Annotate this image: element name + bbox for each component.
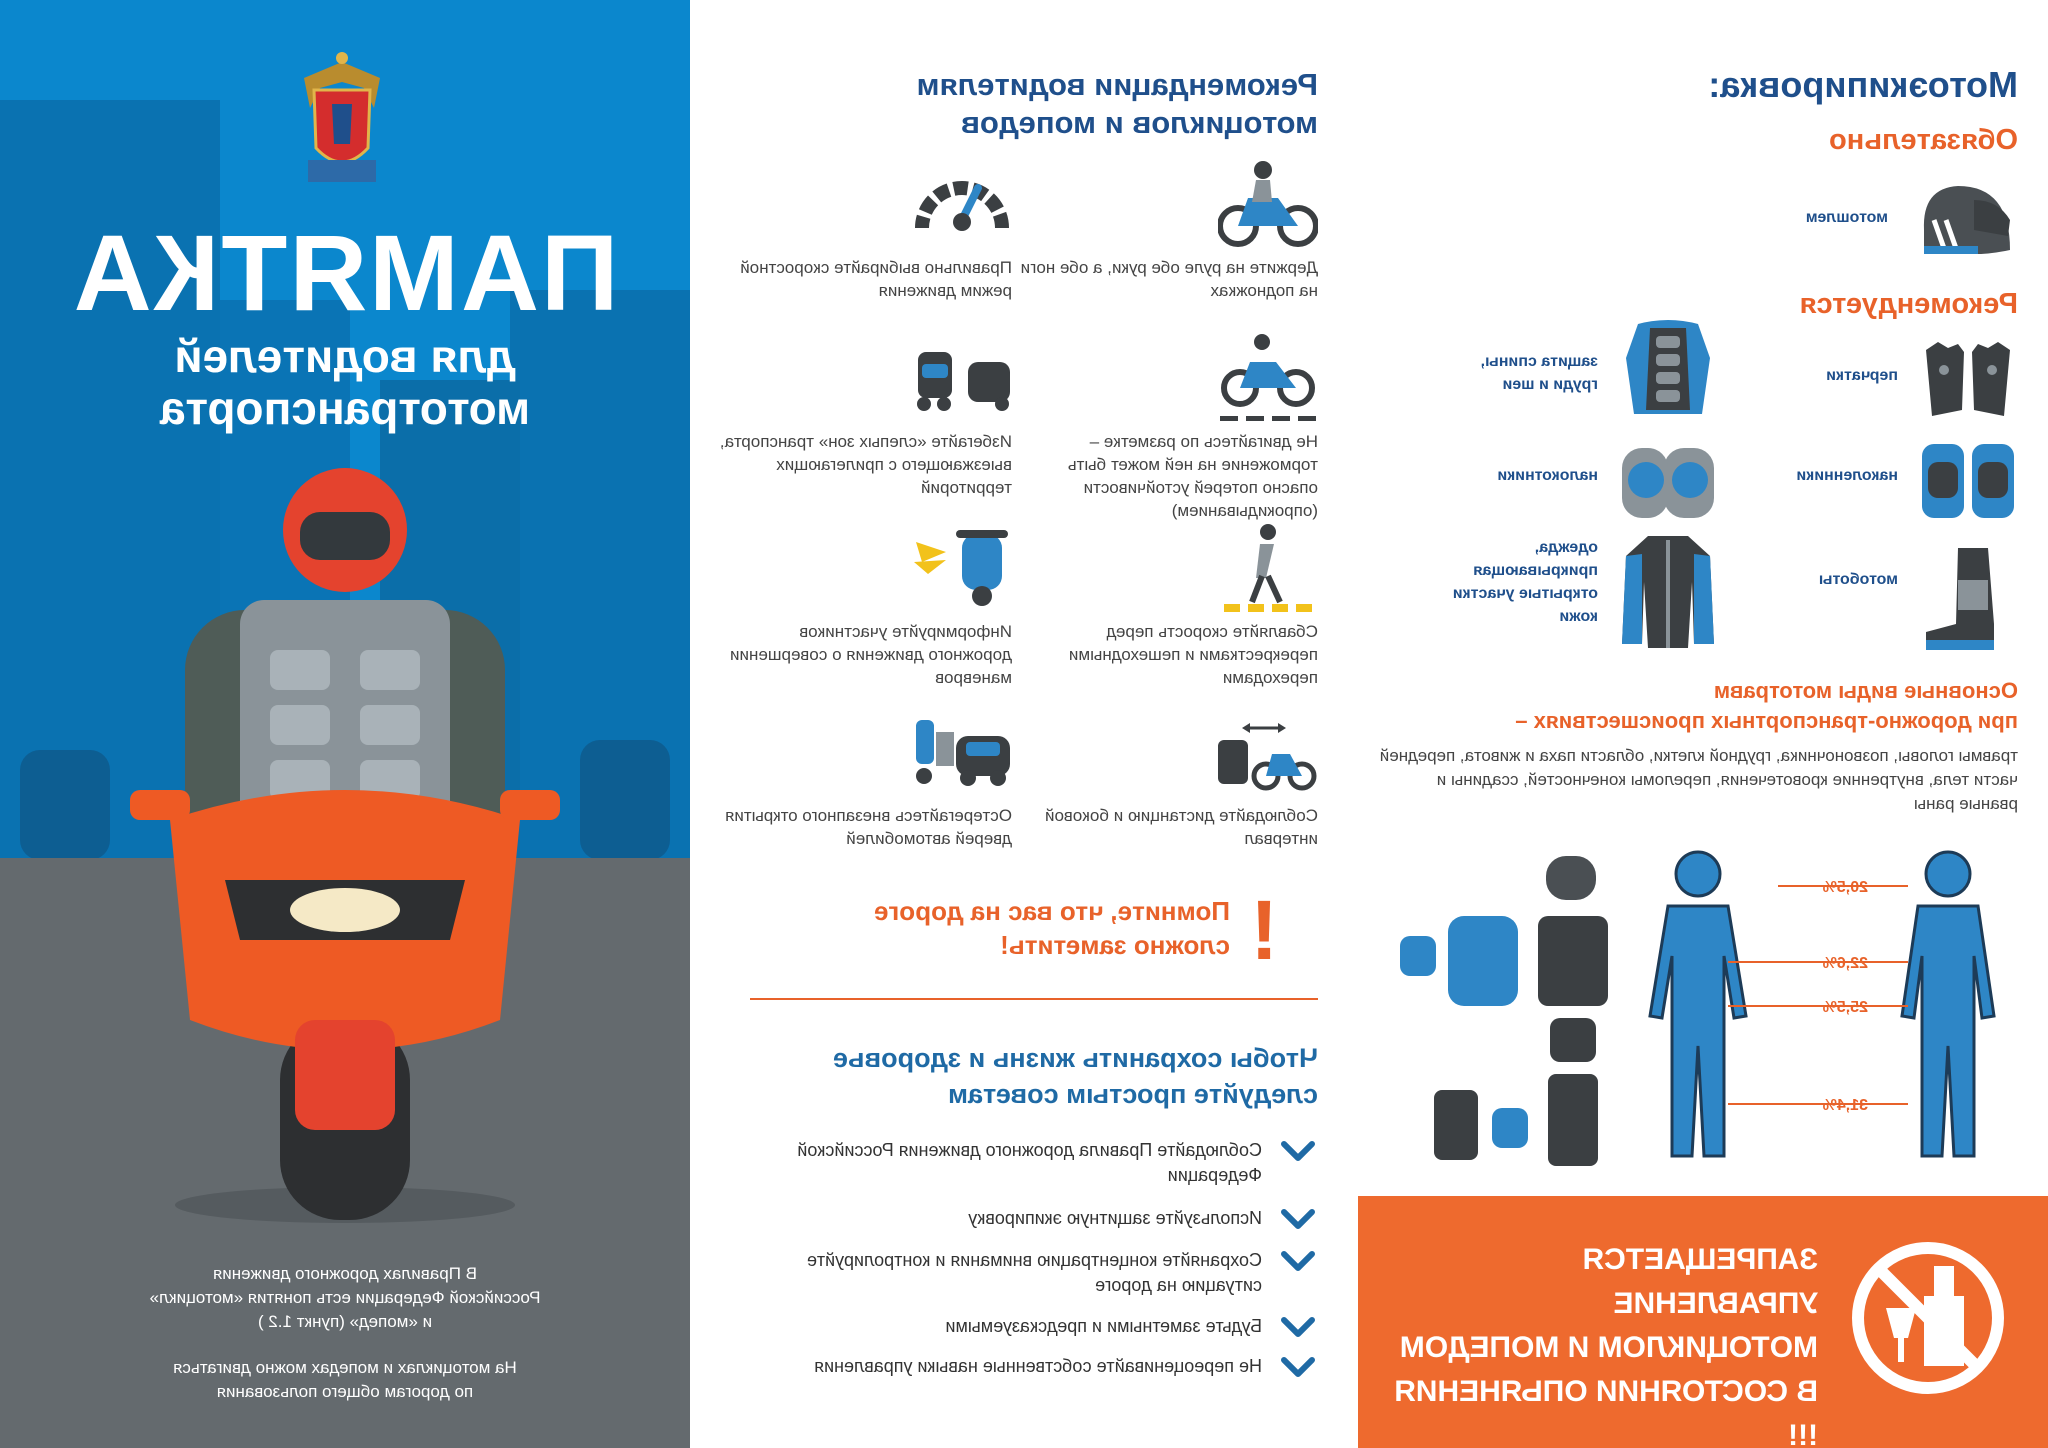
knee-pads-icon [1918,430,2018,540]
tip-text: Избегайте «слепых зон» транспорта, выезжающего с прилегающих территорий [719,432,1012,497]
cover-subtitle-line: мототранспорта [159,382,531,434]
chevron-down-icon [1278,1204,1318,1234]
gear-label: налокотники [1497,467,1598,484]
cover-note-line: В Правилах дорожного движения [213,1264,477,1283]
warning-line: сложно заметить! [1000,930,1230,960]
heading-line: Рекомендации водителям [916,67,1318,102]
advice-text: Не переоценивайте собственные навыки управления [814,1356,1262,1376]
gear-label-line: одежда, [1534,539,1598,556]
banner-line: МОТОЦИКЛОМ И МОПЕДОМ [1399,1331,1818,1364]
recommendations-panel [690,0,1358,1448]
injuries-title [1378,676,2018,736]
heading-line: мотоциклов и мопедов [960,105,1318,140]
car-and-scooter-icon [912,332,1012,424]
distance-icon [1218,706,1318,798]
gear-label: наколенники [1796,467,1898,484]
gear-label-line: открытые участки [1452,585,1598,602]
heading-line: Чтобы сохранить жизнь и здоровье [832,1043,1318,1073]
section-divider [750,998,1318,1000]
drunk-driving-ban-banner [1358,1196,2048,1448]
tip-text: Соблюдайте дистанцию и боковой интервал [1045,806,1318,848]
cover-panel [0,0,690,1448]
cover-note-definitions [40,1262,650,1334]
gear-knee-pads [1718,430,2018,540]
percent-label-hips: 25,5% [1822,999,1868,1016]
gear-label: мотошлем [1805,209,1888,226]
gear-spine-protector [1378,318,1718,428]
cover-note-line: На мотоциклах и мопедах можно двигаться [173,1358,517,1377]
cover-note-line: и «мопед» (пункт 1.2 ) [257,1312,433,1331]
gear-label [1388,536,1598,628]
advice-text: Используйте защитную экипировку [968,1208,1262,1228]
required-label: Обязательно [1829,124,2018,156]
elbow-pads-icon [1618,430,1718,540]
warning-line: Помните, что вас на дороге [874,896,1230,926]
gear-boots [1718,540,2018,660]
tip-text: Остерегайтесь внезапного открытия дверей автомобилей [725,806,1012,848]
cover-note-line: по дорогам общего пользования [216,1382,474,1401]
injuries-description: травмы головы, позвоночника, грудной клетки, области паха и живота, передней части тела, внутренние кровотечения, переломы конечностей, ссадины и рваные раны [1379,746,2018,813]
chevron-down-icon [1278,1352,1318,1382]
chevron-down-icon [1278,1136,1318,1166]
speedometer-icon [912,158,1012,250]
spine-protector-icon [1618,318,1718,428]
warning-text [760,894,1230,962]
road-marking-icon [1218,332,1318,424]
gear-label [1388,350,1598,396]
cover-subtitle-line: для водителей [174,330,516,382]
gear-helmet [1618,170,2018,280]
cover-note-line: Российской Федерации есть понятия «мотоцикл» [149,1288,541,1307]
cover-subtitle [0,330,690,434]
car-door-icon [912,706,1012,798]
equipment-panel [1358,0,2048,1448]
chevron-down-icon [1278,1312,1318,1342]
gear-label-line: защита спины, [1480,353,1598,370]
injuries-title-line: при дорожно-транспортных происшествиях – [1515,708,2018,733]
advice-text: Будьте заметными и предсказуемыми [945,1316,1262,1336]
gear-gloves [1718,330,2018,440]
chevron-down-icon [1278,1246,1318,1276]
banner-line: ЗАПРЕЩАЕТСЯ УПРАВЛЕНИЕ [1582,1243,1818,1320]
suit-figure-back [1650,852,1746,1156]
advice-text: Сохраняйте концентрацию внимания и контролируйте ситуацию на дороге [807,1250,1262,1295]
tip-text: Сбавляйте скорость перед перекрестками и пешеходными переходами [1068,622,1318,687]
gear-protective-clothing [1378,532,1718,662]
heading-line: следуйте простым советам [948,1079,1318,1109]
cover-title: ПАМЯТКА [71,212,619,333]
advice-text: Соблюдайте Правила дорожного движения Российской Федерации [797,1140,1262,1185]
cover-note-roads [40,1356,650,1404]
motorcycle-rider-icon [1218,158,1318,250]
gear-label-line: груди и шеи [1502,376,1598,393]
scooter-signal-icon [912,522,1012,614]
no-alcohol-icon [1848,1238,2008,1398]
police-emblem-icon [294,48,390,198]
advice-heading [718,1040,1318,1112]
percent-label-torso: 22,6% [1822,955,1868,972]
moto-boots-icon [1918,540,2018,660]
banner-line: В СОСТОЯНИИ ОПЬЯНЕНИЯ !!! [1394,1375,1818,1448]
suit-figure-front [1902,852,1994,1156]
equipment-heading: Мотоэкипировка: [1708,64,2018,105]
gear-label-line: кожи [1559,608,1598,625]
pedestrian-crossing-icon [1218,522,1318,614]
exclamation-icon: ! [1250,883,1278,977]
tip-text: Не двигайтесь по разметке – торможение на ней может быть опасно потерей устойчивости (опрокидыванием) [1067,432,1318,520]
percent-label-head: 20,5% [1822,879,1868,896]
gear-elbow-pads [1378,430,1718,540]
gloves-icon [1918,330,2018,440]
tip-text: Держите на руле обе руки, а обе ноги на подножках [1020,258,1318,300]
tip-text: Правильно выбирайте скоростной режим движения [740,258,1012,300]
injuries-title-line: Основные виды мототравм [1713,678,2018,703]
moto-jacket-icon [1618,532,1718,652]
gear-label: мотоботы [1818,571,1898,588]
tip-text: Информируйте участников дорожного движения о совершении маневров [730,622,1012,687]
visibility-warning [738,883,1278,977]
gear-label-line: прикрывающая [1473,562,1598,579]
gear-set-illustration [1400,856,1608,1166]
helmet-icon [1918,170,2018,280]
recommended-label: Рекомендуется [1799,288,2018,320]
percent-label-legs: 31,4% [1822,1097,1868,1114]
motorcyclist-illustration [130,460,560,1230]
recommendations-heading [718,66,1318,142]
gear-label: перчатки [1826,367,1898,384]
injury-diagram [1388,846,2018,1176]
banner-text [1378,1238,1818,1448]
